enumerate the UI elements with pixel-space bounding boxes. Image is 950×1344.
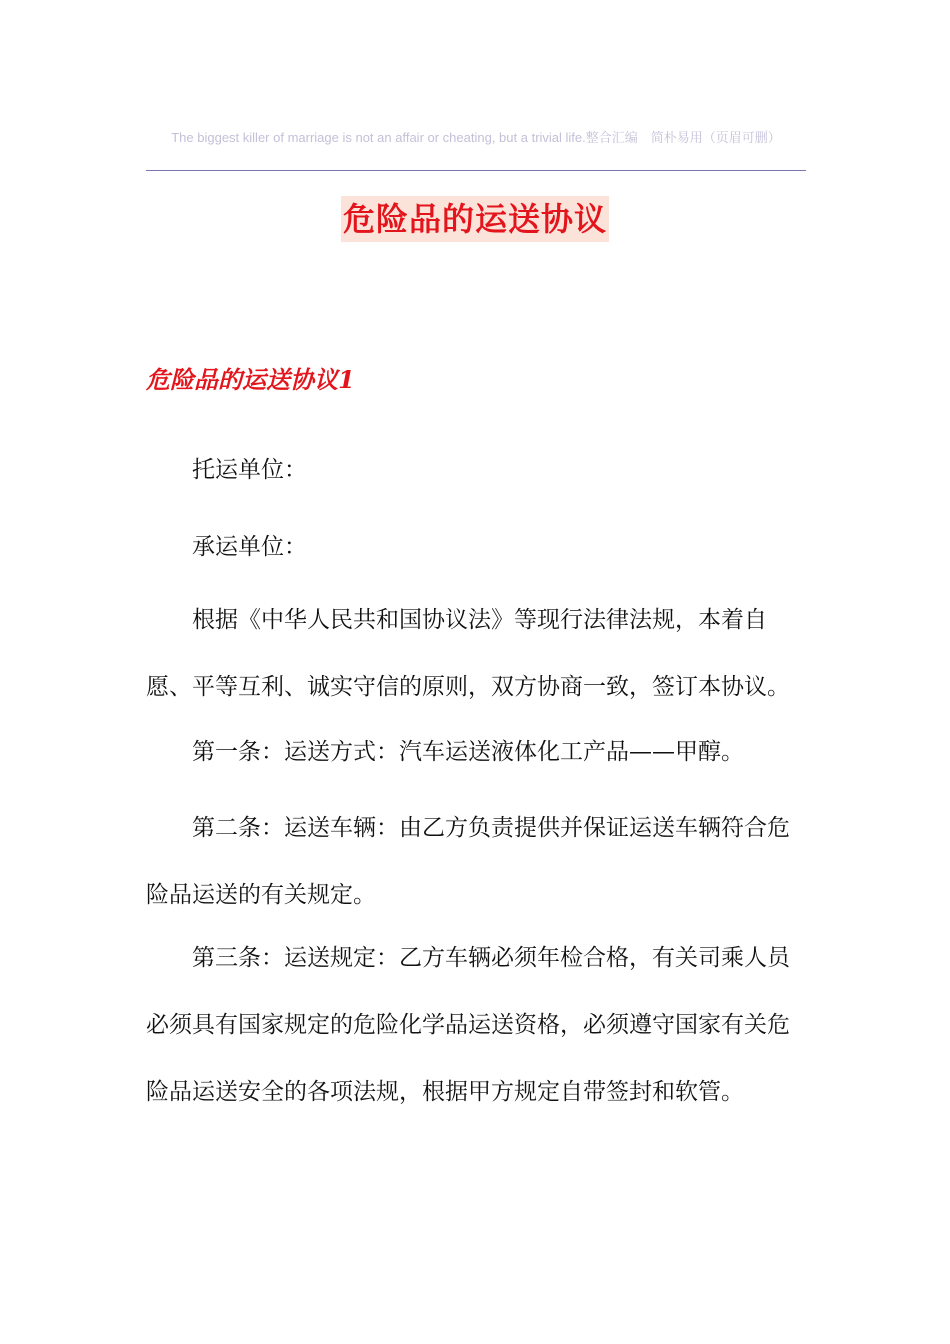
header-divider bbox=[146, 170, 806, 171]
paragraph-article-3: 第三条：运送规定：乙方车辆必须年检合格，有关司乘人员必须具有国家规定的危险化学品运送资格，必须遵守国家有关危险品运送安全的各项法规，根据甲方规定自带签封和软管。 bbox=[146, 945, 790, 1105]
paragraph-consignor: 托运单位： bbox=[192, 457, 307, 483]
paragraph-article-2: 第二条：运送车辆：由乙方负责提供并保证运送车辆符合危险品运送的有关规定。 bbox=[146, 815, 790, 908]
page-header-text: The biggest killer of marriage is not an affair or cheating, but a trivial life.整合汇编 简朴易用（页眉可删） bbox=[171, 130, 781, 145]
paragraph-carrier: 承运单位： bbox=[192, 534, 307, 560]
paragraph-article-1: 第一条：运送方式：汽车运送液体化工产品——甲醇。 bbox=[192, 739, 744, 765]
document-title-text: 危险品的运送协议 bbox=[341, 196, 609, 242]
document-title bbox=[0, 196, 950, 242]
paragraph-preamble: 根据《中华人民共和国协议法》等现行法律法规，本着自愿、平等互利、诚实守信的原则，双方协商一致，签订本协议。 bbox=[146, 607, 790, 700]
section-heading: 危险品的运送协议1 bbox=[146, 365, 355, 394]
